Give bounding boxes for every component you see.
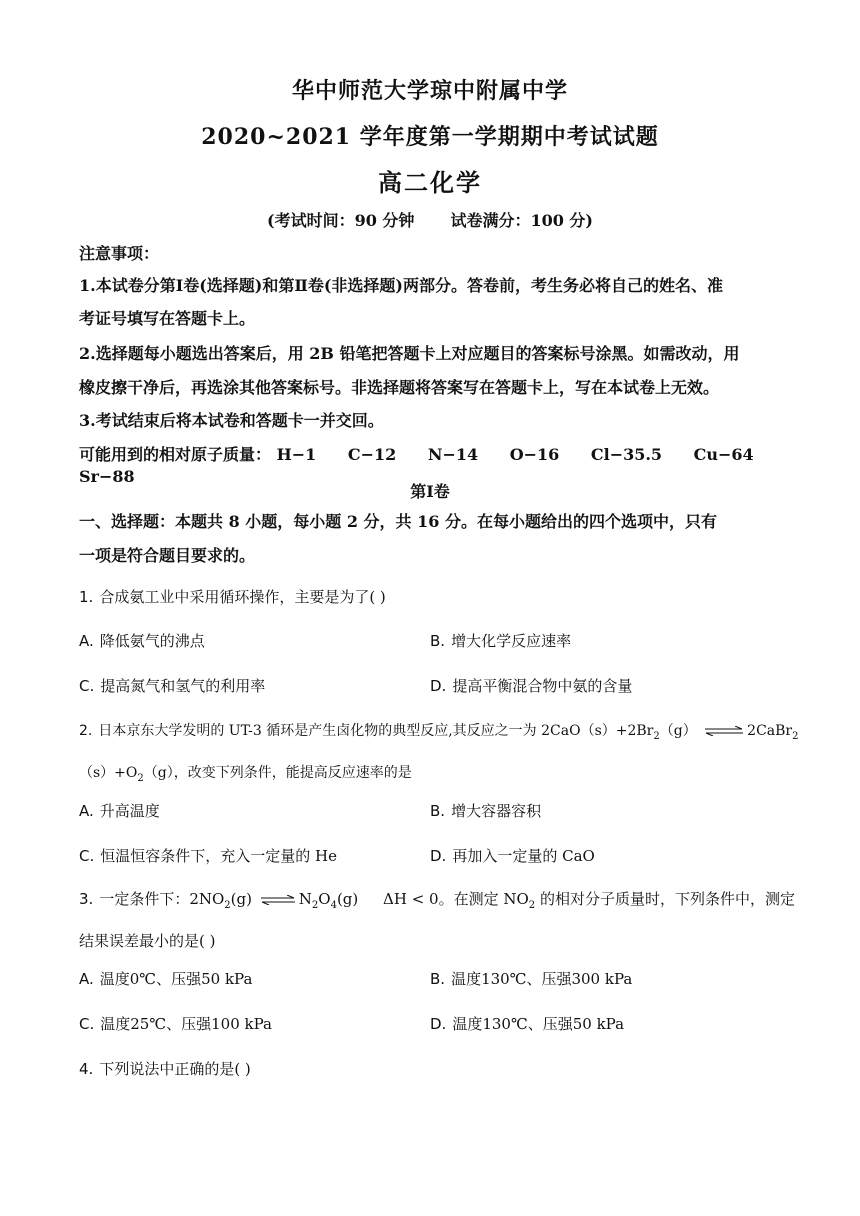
option-key: D. (430, 847, 447, 865)
question-2 (79, 720, 799, 748)
option-text: 再加入一定量的 CaO (452, 847, 595, 865)
question-text: 合成氨工业中采用循环操作，主要是为了( ) (99, 588, 386, 606)
question-text: 日本京东大学发明的 UT-3 循环是产生卤化物的典型反应,其反应之一为 2CaO（s）+2Br (98, 723, 654, 739)
notes-title: 注意事项： (79, 244, 160, 263)
mass-cl: Cl−35.5 (590, 445, 663, 464)
question-text: 下列说法中正确的是( ) (99, 1060, 251, 1078)
subscript: 2 (311, 900, 319, 911)
question-text: 2CaBr (747, 723, 793, 739)
time-info: (考试时间：90 分钟 (267, 211, 415, 230)
section-instructions: 一、选择题：本题共 8 小题，每小题 2 分，共 16 分。在每小题给出的四个选项中，只有 (79, 512, 717, 531)
question-text: （g），改变下列条件，能提高反应速率的是 (143, 765, 412, 781)
mass-o: O−16 (509, 445, 560, 464)
question-number: 4. (79, 1060, 94, 1078)
question-text: 。在测定 NO (438, 890, 529, 908)
option-d[interactable] (430, 1013, 624, 1035)
question-3 (79, 888, 799, 917)
option-text: 温度130℃、压强50 kPa (452, 1015, 625, 1033)
option-text: 温度25℃、压强100 kPa (100, 1015, 272, 1033)
note-line: 3.考试结束后将本试卷和答题卡一并交回。 (79, 411, 384, 430)
volume-title: 第Ⅰ卷 (410, 482, 450, 501)
option-key: C. (79, 1015, 95, 1033)
question-text: (g) (336, 890, 359, 908)
option-a[interactable] (79, 968, 252, 990)
option-text: 增大化学反应速率 (451, 632, 572, 650)
question-text: 的相对分子质量时，下列条件中，测定 (535, 890, 795, 908)
question-text: （g） (659, 723, 697, 739)
option-text: 温度0℃、压强50 kPa (99, 970, 253, 988)
mass-c: C−12 (347, 445, 397, 464)
option-c[interactable] (79, 675, 265, 697)
option-key: A. (79, 970, 94, 988)
option-key: B. (430, 802, 446, 820)
question-2-cont (79, 762, 412, 790)
question-3-cont (79, 930, 215, 952)
option-text: 降低氨气的沸点 (99, 632, 205, 650)
subscript: 2 (528, 900, 536, 911)
option-text: 恒温恒容条件下，充入一定量的 He (100, 847, 337, 865)
equilibrium-arrow-icon (260, 895, 296, 905)
mass-cu: Cu−64 (693, 445, 754, 464)
option-b[interactable] (430, 800, 541, 822)
mass-sr: Sr−88 (79, 467, 135, 486)
subscript: 2 (792, 730, 799, 742)
exam-meta (0, 208, 860, 231)
question-number: 1. (79, 588, 94, 606)
option-c[interactable] (79, 845, 337, 867)
option-a[interactable] (79, 800, 160, 822)
note-line: 橡皮擦干净后，再选涂其他答案标号。非选择题将答案写在答题卡上，写在本试卷上无效。 (79, 378, 720, 397)
question-text: 一定条件下：2NO (99, 890, 225, 908)
question-text: (g) (230, 890, 252, 908)
option-text: 温度130℃、压强300 kPa (451, 970, 633, 988)
option-d[interactable] (430, 675, 632, 697)
exam-title: 2020~2021 学年度第一学期期中考试试题 (201, 124, 659, 150)
school-name: 华中师范大学琼中附属中学 (291, 78, 568, 104)
option-key: A. (79, 632, 94, 650)
note-line: 1.本试卷分第Ⅰ卷(选择题)和第Ⅱ卷(非选择题)两部分。答卷前，考生务必将自己的姓名、准 (79, 276, 723, 295)
subject-title: 高二化学 (378, 168, 482, 197)
option-key: B. (430, 632, 446, 650)
mass-h: H−1 (276, 445, 317, 464)
subscript: 2 (224, 900, 231, 911)
mass-label: 可能用到的相对原子质量： (79, 445, 272, 464)
question-1 (79, 586, 386, 608)
option-b[interactable] (430, 630, 571, 652)
question-number: 2. (79, 723, 93, 739)
score-info: 试卷满分：100 分) (450, 211, 593, 230)
option-key: D. (430, 677, 447, 695)
subscript: 2 (137, 772, 144, 784)
option-c[interactable] (79, 1013, 272, 1035)
option-d[interactable] (430, 845, 595, 867)
mass-n: N−14 (427, 445, 479, 464)
option-a[interactable] (79, 630, 205, 652)
option-text: 提高平衡混合物中氨的含量 (452, 677, 633, 695)
question-text: N (298, 890, 312, 908)
subscript: 4 (330, 900, 337, 911)
equilibrium-arrow-icon (704, 726, 744, 736)
option-text: 增大容器容积 (451, 802, 542, 820)
option-key: B. (430, 970, 446, 988)
subscript: 2 (653, 730, 660, 742)
option-key: D. (430, 1015, 447, 1033)
option-key: A. (79, 802, 94, 820)
question-text: 结果误差最小的是( ) (79, 932, 216, 950)
question-text: ΔH < 0 (383, 890, 439, 908)
option-b[interactable] (430, 968, 632, 990)
section-instructions-cont: 一项是符合题目要求的。 (79, 546, 256, 565)
option-text: 升高温度 (99, 802, 160, 820)
question-4 (79, 1058, 251, 1080)
note-line: 2.选择题每小题选出答案后，用 2B 铅笔把答题卡上对应题目的答案标号涂黑。如需改动，用 (79, 344, 740, 363)
option-key: C. (79, 847, 95, 865)
option-key: C. (79, 677, 95, 695)
note-line: 考证号填写在答题卡上。 (79, 309, 256, 328)
option-text: 提高氮气和氢气的利用率 (100, 677, 266, 695)
question-text: （s）+O (79, 765, 138, 781)
question-number: 3. (79, 890, 94, 908)
question-text: O (318, 890, 331, 908)
